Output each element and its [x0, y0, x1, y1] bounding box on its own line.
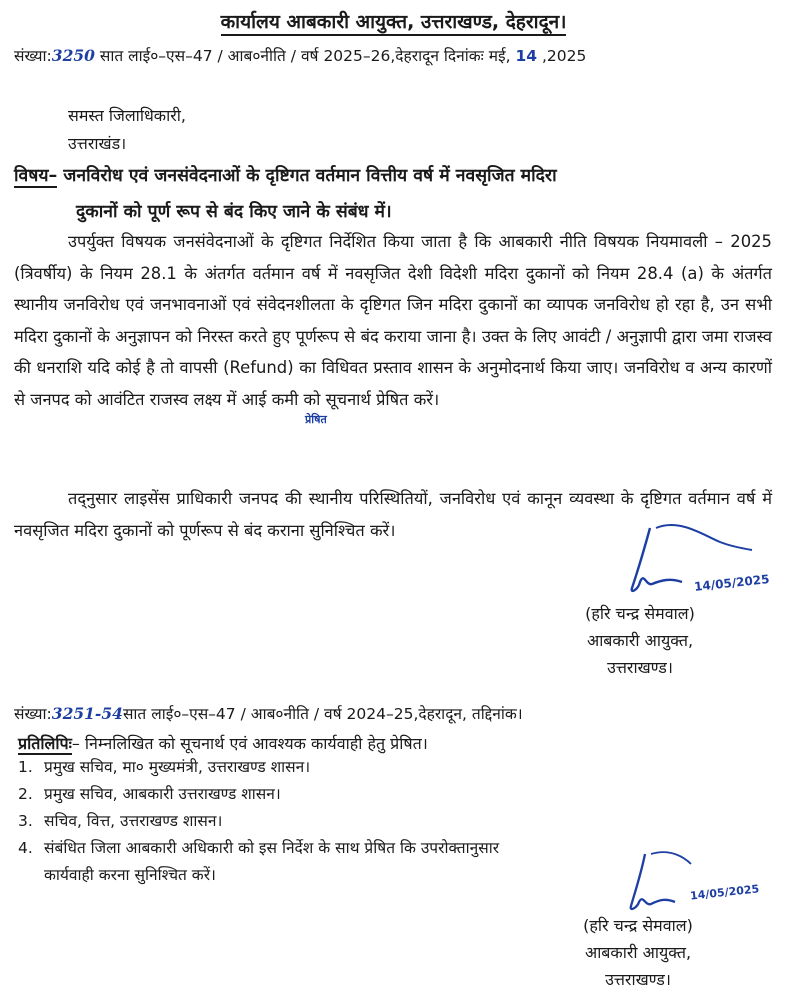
- reference-year: ,2025: [537, 47, 587, 65]
- signatory-designation: आबकारी आयुक्त,: [586, 631, 694, 650]
- signatory-state: उत्तराखण्ड।: [605, 970, 671, 989]
- signature-2-block: [558, 912, 718, 993]
- signatory-designation: आबकारी आयुक्त,: [584, 943, 692, 962]
- copy-to-intro: – निम्नलिखित को सूचनार्थ एवं आवश्यक कार्यवाही हेतु प्रेषित।: [71, 734, 428, 753]
- list-item: 1. प्रमुख सचिव, मा० मुख्यमंत्री, उत्तराखण्ड शासन।: [18, 758, 311, 776]
- list-item-continuation: कार्यवाही करना सुनिश्चित करें।: [44, 866, 216, 884]
- signature-1-date: 14/05/2025: [693, 572, 771, 594]
- addressee-line2: उत्तराखंड।: [68, 134, 127, 153]
- addressee-line1: समस्त जिलाधिकारी,: [68, 106, 187, 125]
- reference-prefix: संख्या:: [14, 47, 52, 65]
- subject-line2: दुकानों को पूर्ण रूप से बंद किए जाने के संबंध में।: [76, 202, 392, 222]
- handwritten-reference-number: 3250: [51, 46, 95, 65]
- list-item: 2. प्रमुख सचिव, आबकारी उत्तराखण्ड शासन।: [18, 785, 281, 803]
- copy-to-list: [18, 754, 499, 889]
- reference-prefix: संख्या:: [14, 705, 52, 723]
- signature-1: [610, 520, 780, 610]
- list-item: 3. सचिव, वित्त, उत्तराखण्ड शासन।: [18, 812, 223, 830]
- reference-number-line: [14, 44, 586, 66]
- office-title: कार्यालय आबकारी आयुक्त, उत्तराखण्ड, देहरादून।: [0, 8, 787, 34]
- copy-to-heading: [18, 732, 428, 754]
- signature-2-date: 14/05/2025: [689, 882, 760, 903]
- signature-1-block: [560, 600, 720, 681]
- list-item: 4. संबंधित जिला आबकारी अधिकारी को इस निर्देश के साथ प्रेषित कि उपरोक्तानुसार: [18, 839, 500, 857]
- body-paragraph-2: तद्नुसार लाइसेंस प्राधिकारी जनपद की स्थानीय परिस्थितियों, जनविरोध एवं कानून व्यवस्था के दृष्टिगत वर्तमान वर्ष में नवसृजित मदिरा दुकानों को पूर्णरूप से बंद कराना सुनिश्चित करें।: [14, 489, 772, 540]
- copy-reference-line: [14, 702, 523, 724]
- subject-label: विषय–: [14, 166, 58, 186]
- body-paragraph-1: उपर्युक्त विषयक जनसंवेदनाओं के दृष्टिगत निर्देशित किया जाता है कि आबकारी नीति विषयक नियमावली – 2025 (त्रिवर्षीय) के नियम 28.1 के अंतर्गत वर्तमान वर्ष में नवसृजित देशी विदेशी मदिरा दुकानों को नियम 28.4 (a) के अंतर्गत स्थानीय जनविरोध एवं जनभावनाओं एवं संवेदनशीलता के दृष्टिगत जिन मदिरा दुकानों का व्यापक जनविरोध हो रहा है, उन सभी मदिरा दुकानों के अनुज्ञापन को निरस्त करते हुए पूर्णरूप से बंद कराया जाना है। उक्त के लिए आवंटी / अनुज्ञापी द्वारा जमा राजस्व की धनराशि यदि कोई है तो वापसी (Refund) का विधिवत प्रस्ताव शासन के अनुमोदनार्थ किया जाए। जनविरोध व अन्य कारणों से जनपद को आवंटित राजस्व लक्ष्य में आई कमी को सूचनार्थ प्रेषित करें।: [14, 232, 772, 409]
- signatory-name: (हरि चन्द्र सेमवाल): [583, 916, 693, 935]
- copy-to-label: प्रतिलिपिः: [18, 734, 72, 753]
- handwritten-reference-number: 3251-54: [51, 704, 123, 723]
- subject-line1: जनविरोध एवं जनसंवेदनाओं के दृष्टिगत वर्तमान वित्तीय वर्ष में नवसृजित मदिरा: [57, 166, 557, 186]
- handwritten-insert: प्रेषित: [305, 413, 327, 426]
- signatory-name: (हरि चन्द्र सेमवाल): [585, 604, 695, 623]
- reference-text: सात लाई०–एस–47 / आब०नीति / वर्ष 2024–25,देहरादून, तद्दिनांक।: [122, 705, 523, 723]
- reference-text: सात लाई०–एस–47 / आब०नीति / वर्ष 2025–26,देहरादून दिनांकः मई,: [94, 47, 516, 65]
- signatory-state: उत्तराखण्ड।: [607, 658, 673, 677]
- subject: [14, 158, 774, 230]
- handwritten-day: 14: [515, 47, 538, 65]
